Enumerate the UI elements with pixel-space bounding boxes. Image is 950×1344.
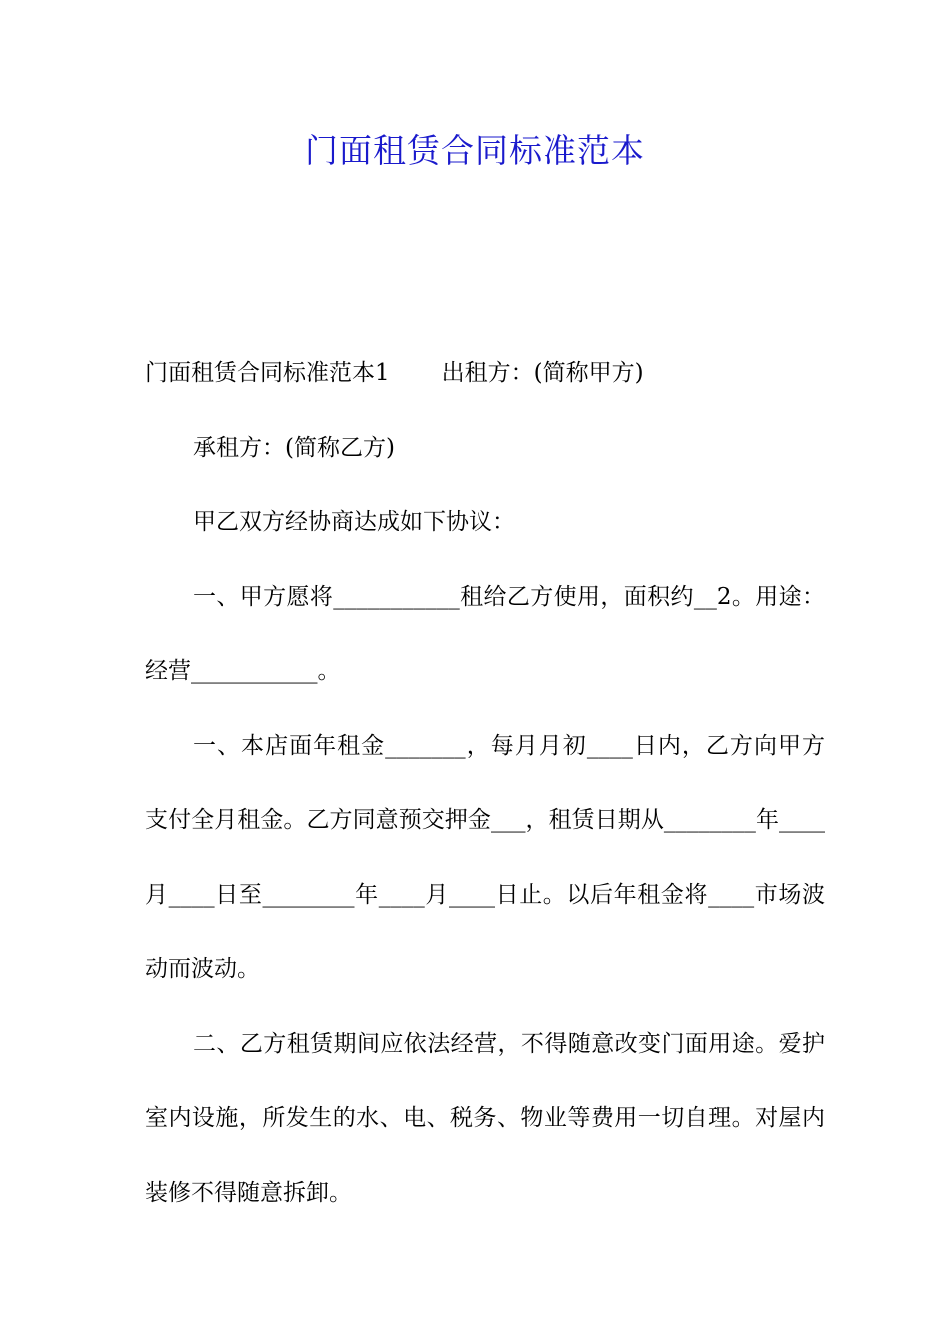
document-body bbox=[145, 336, 825, 1230]
heading-line bbox=[145, 336, 825, 411]
contract-label: 门面租赁合同标准范本1 bbox=[145, 360, 390, 386]
lessor-line: 出租方：(简称甲方) bbox=[441, 360, 644, 386]
document-title: 门面租赁合同标准范本 bbox=[305, 131, 645, 170]
clause-lease-premises: 一、甲方愿将___________租给乙方使用，面积约__2。用途：经营___________。 bbox=[145, 583, 825, 684]
clause-usage: 二、乙方租赁期间应依法经营，不得随意改变门面用途。爱护室内设施，所发生的水、电、税务、物业等费用一切自理。对屋内装修不得随意拆卸。 bbox=[145, 1030, 825, 1206]
agreement-intro: 甲乙双方经协商达成如下协议： bbox=[193, 509, 515, 535]
lessee-line: 承租方：(简称乙方) bbox=[193, 434, 395, 461]
clause-rent: 一、本店面年租金_______，每月月初____日内，乙方向甲方支付全月租金。乙方同意预交押金___，租赁日期从________年____月____日至________年____月____日止。以后年租金将____市场波动而波动。 bbox=[145, 732, 825, 982]
